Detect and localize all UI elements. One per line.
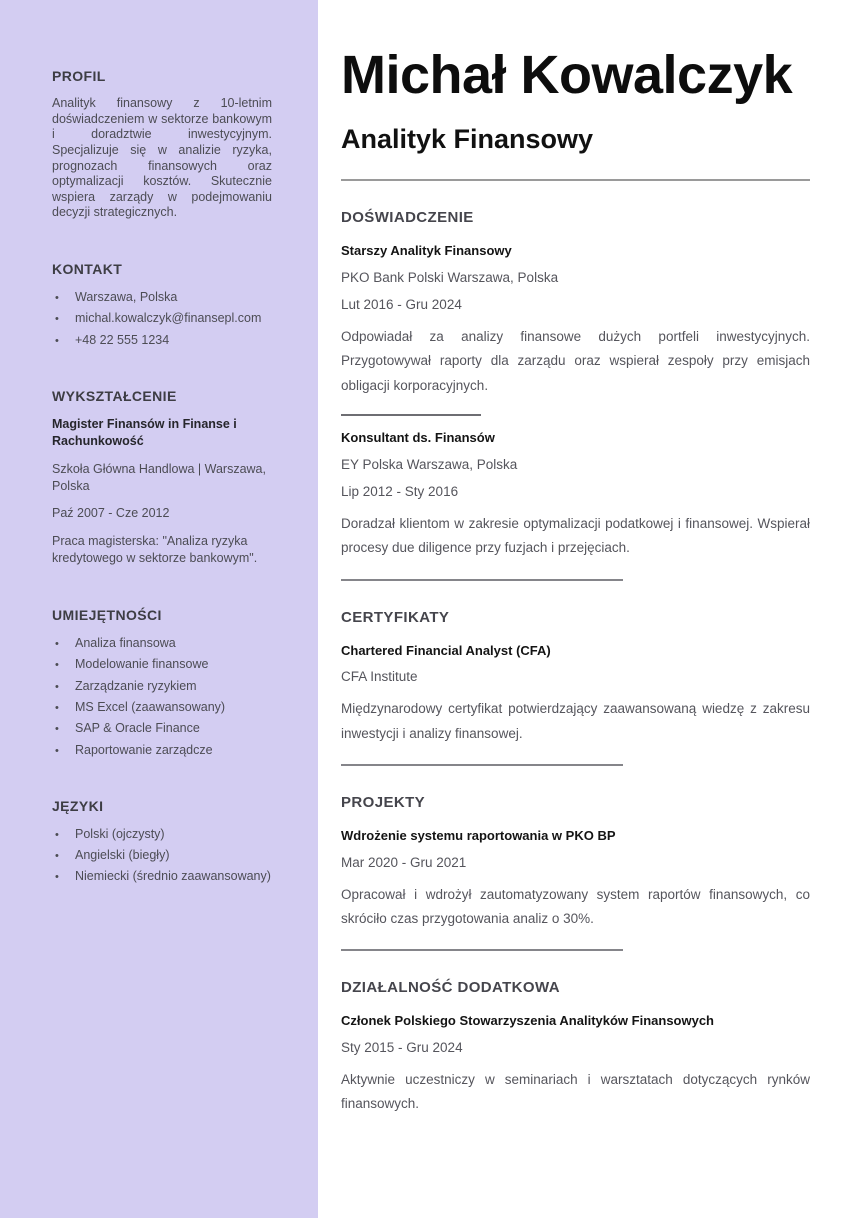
entry-title: Starszy Analityk Finansowy [341,243,512,259]
sidebar [0,0,318,1218]
language-text: Angielski (biegły) [75,848,170,863]
profil-heading: PROFIL [52,68,106,84]
entry-divider [341,414,481,416]
activity-entry [341,1011,810,1116]
wyksztalcenie-heading: WYKSZTAŁCENIE [52,387,177,404]
profil-text: Analityk finansowy z 10-letnim doświadczeniem w sektorze bankowym i doradztwie inwestycyjnym. Specjalizuje się w analizie ryzyka, prognozach finansowych oraz optymalizacji kosztów. Skutecznie wspiera zarządy w podejmowaniu decyzji strategicznych. [52,96,272,220]
skill-item [52,720,272,736]
project-entry [341,826,810,931]
entry-title: Wdrożenie systemu raportowania w PKO BP [341,828,616,844]
contact-item-phone [52,332,272,348]
bullet-icon [52,828,75,842]
skill-text: SAP & Oracle Finance [75,721,200,736]
entry-description: Międzynarodowy certyfikat potwierdzający zaawansowaną wiedzę z zakresu inwestycji i analizy finansowej. [341,701,810,741]
skill-text: Analiza finansowa [75,636,176,651]
skill-text: Zarządzanie ryzykiem [75,678,197,693]
language-text: Polski (ojczysty) [75,826,165,841]
education-degree: Magister Finansów in Finanse i Rachunkowość [52,416,237,448]
section-dzialalnosc-dodatkowa [341,979,810,1116]
title-divider [341,179,810,181]
entry-title: Konsultant ds. Finansów [341,430,495,446]
section-divider [341,764,623,766]
bullet-icon [52,291,75,305]
certyfikaty-heading: CERTYFIKATY [341,608,450,626]
section-divider [341,579,623,581]
bullet-icon [52,849,75,863]
entry-organization: EY Polska Warszawa, Polska [341,456,518,472]
section-certyfikaty [341,609,810,746]
person-name: Michał Kowalczyk [341,45,793,105]
entry-dates: Sty 2015 - Gru 2024 [341,1039,463,1055]
bullet-icon [52,312,75,326]
skill-item [52,742,272,758]
skill-item [52,656,272,672]
jezyki-heading: JĘZYKI [52,797,104,814]
sidebar-section-wyksztalcenie [52,388,272,567]
main-column [318,0,862,1157]
sidebar-section-jezyki [52,798,272,885]
language-item [52,826,272,842]
entry-description: Opracował i wdrożył zautomatyzowany system raportów finansowych, co skróciło czas przygotowania analiz o 30%. [341,886,810,927]
sidebar-section-profil [52,68,272,221]
bullet-icon [52,637,75,651]
bullet-icon [52,334,75,348]
entry-description: Aktywnie uczestniczy w seminariach i warsztatach dotyczących rynków finansowych. [341,1072,810,1112]
skills-list [52,635,272,758]
contact-email-text: michal.kowalczyk@finansepl.com [75,311,262,326]
certificate-entry [341,641,810,746]
skill-text: MS Excel (zaawansowany) [75,699,226,714]
language-text: Niemiecki (średnio zaawansowany) [75,869,271,884]
entry-dates: Lip 2012 - Sty 2016 [341,483,459,499]
languages-list [52,826,272,885]
entry-dates: Mar 2020 - Gru 2021 [341,854,467,870]
contact-phone-text: +48 22 555 1234 [75,332,170,347]
doswiadczenie-heading: DOŚWIADCZENIE [341,209,474,227]
education-thesis: Praca magisterska: "Analiza ryzyka kredytowego w sektorze bankowym". [52,534,258,566]
entry-organization: CFA Institute [341,669,418,685]
section-projekty [341,794,810,931]
skill-item [52,635,272,651]
bullet-icon [52,870,75,884]
experience-entry [341,428,810,561]
bullet-icon [52,680,75,694]
skill-item [52,678,272,694]
bullet-icon [52,701,75,715]
sidebar-section-umiejetnosci [52,607,272,758]
skill-text: Raportowanie zarządcze [75,742,213,757]
dzialalnosc-heading: DZIAŁALNOŚĆ DODATKOWA [341,979,560,997]
projekty-heading: PROJEKTY [341,794,426,812]
bullet-icon [52,744,75,758]
language-item [52,868,272,884]
bullet-icon [52,722,75,736]
entry-title: Członek Polskiego Stowarzyszenia Analityków Finansowych [341,1013,715,1029]
contact-item-location [52,289,272,305]
language-item [52,847,272,863]
skill-text: Modelowanie finansowe [75,657,209,672]
kontakt-heading: KONTAKT [52,261,123,277]
entry-description: Odpowiadał za analizy finansowe dużych portfeli inwestycyjnych. Przygotowywał raporty dla zarządu oraz wspierał zespoły przy emisjach obligacji korporacyjnych. [341,329,810,393]
contact-location-text: Warszawa, Polska [75,290,178,304]
entry-dates: Lut 2016 - Gru 2024 [341,296,462,312]
education-school: Szkoła Główna Handlowa | Warszawa, Polska [52,461,266,493]
sidebar-section-kontakt [52,261,272,348]
umiejetnosci-heading: UMIEJĘTNOŚCI [52,607,162,624]
education-dates: Paź 2007 - Cze 2012 [52,506,170,521]
person-title: Analityk Finansowy [341,124,594,155]
section-doswiadczenie [341,209,810,560]
contact-item-email [52,310,272,326]
contact-list [52,289,272,348]
skill-item [52,699,272,715]
experience-entry [341,241,810,398]
entry-description: Doradzał klientom w zakresie optymalizacji podatkowej i finansowej. Wspierał procesy due diligence przy fuzjach i przejęciach. [341,516,810,556]
entry-title: Chartered Financial Analyst (CFA) [341,642,551,658]
section-divider [341,949,623,951]
bullet-icon [52,658,75,672]
entry-organization: PKO Bank Polski Warszawa, Polska [341,269,559,285]
